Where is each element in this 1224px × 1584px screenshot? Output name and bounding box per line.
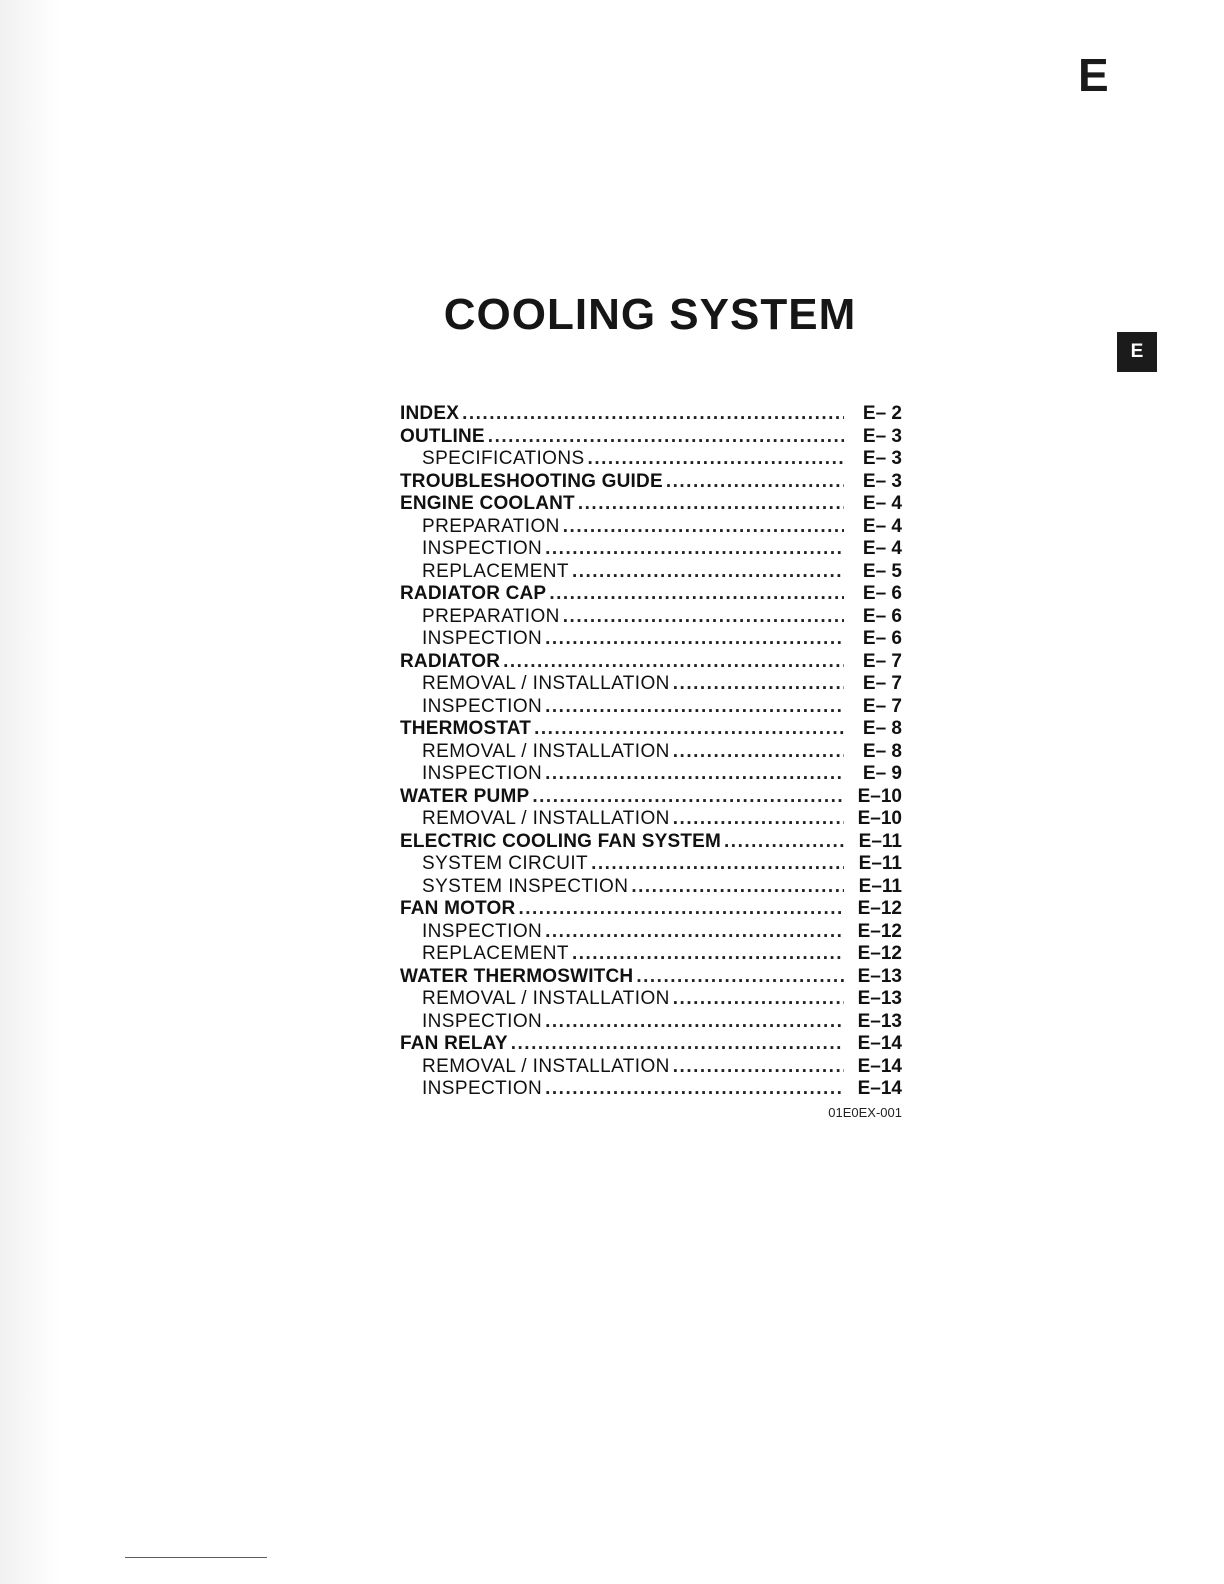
toc-entry-label: INDEX: [400, 403, 460, 424]
toc-entry-label: SYSTEM CIRCUIT: [422, 853, 589, 874]
toc-section-entry: [400, 786, 902, 809]
toc-leader-dots: [673, 1056, 844, 1079]
toc-leader-dots: [545, 628, 844, 651]
toc-entry-page: E– 7: [862, 650, 902, 672]
toc-entry-label: REMOVAL / INSTALLATION: [422, 1055, 670, 1077]
toc-entry-page: E–11: [858, 830, 902, 852]
toc-entry-page: E– 4: [862, 538, 902, 559]
toc-leader-dots: [488, 426, 844, 449]
toc-leader-dots: [572, 943, 844, 966]
toc-entry-label: RADIATOR: [400, 650, 501, 672]
toc-section-entry: [400, 718, 902, 741]
toc-leader-dots: [673, 741, 844, 764]
toc-subsection-entry: [400, 448, 902, 471]
toc-leader-dots: [666, 471, 844, 494]
toc-section-entry: [400, 1033, 902, 1056]
toc-subsection-entry: [400, 606, 902, 629]
toc-leader-dots: [724, 831, 844, 854]
toc-entry-page: E–11: [858, 875, 902, 897]
toc-entry-label: REMOVAL / INSTALLATION: [422, 988, 670, 1009]
toc-entry-page: E– 3: [862, 425, 902, 447]
toc-subsection-entry: [400, 921, 902, 944]
toc-entry-page: E– 4: [862, 515, 902, 537]
toc-entry-page: E– 7: [862, 695, 902, 717]
toc-entry-page: E– 6: [862, 628, 902, 649]
toc-entry-page: E–14: [857, 1078, 902, 1099]
toc-subsection-entry: [400, 741, 902, 764]
toc-leader-dots: [534, 718, 844, 741]
toc-entry-page: E– 3: [862, 448, 902, 469]
toc-subsection-entry: [400, 988, 902, 1011]
toc-section-entry: [400, 403, 902, 426]
toc-entry-label: WATER PUMP: [400, 785, 530, 807]
toc-leader-dots: [673, 808, 844, 831]
toc-entry-label: REPLACEMENT: [422, 943, 569, 964]
toc-entry-label: INSPECTION: [422, 628, 543, 649]
toc-subsection-entry: [400, 853, 902, 876]
toc-subsection-entry: [400, 538, 902, 561]
toc-entry-label: PREPARATION: [422, 515, 560, 537]
toc-section-entry: [400, 583, 902, 606]
toc-subsection-entry: [400, 763, 902, 786]
toc-entry-label: REMOVAL / INSTALLATION: [422, 740, 670, 762]
toc-entry-page: E– 7: [862, 673, 902, 694]
toc-entry-page: E– 6: [862, 605, 902, 627]
toc-section-entry: [400, 471, 902, 494]
toc-leader-dots: [673, 673, 844, 696]
toc-entry-label: THERMOSTAT: [400, 718, 532, 739]
toc-subsection-entry: [400, 808, 902, 831]
toc-section-entry: [400, 831, 902, 854]
toc-entry-label: PREPARATION: [422, 605, 560, 627]
toc-section-entry: [400, 966, 902, 989]
toc-subsection-entry: [400, 628, 902, 651]
toc-entry-page: E–12: [857, 943, 902, 964]
toc-leader-dots: [518, 898, 844, 921]
toc-entry-page: E–14: [857, 1033, 902, 1054]
toc-leader-dots: [545, 1011, 844, 1034]
toc-entry-page: E–13: [857, 1010, 902, 1032]
toc-section-entry: [400, 426, 902, 449]
toc-entry-page: E– 9: [862, 763, 902, 784]
toc-leader-dots: [532, 786, 844, 809]
toc-entry-label: ELECTRIC COOLING FAN SYSTEM: [400, 830, 722, 852]
page-edge-shadow: [0, 0, 60, 1584]
toc-leader-dots: [563, 606, 844, 629]
toc-entry-label: WATER THERMOSWITCH: [400, 965, 634, 987]
toc-leader-dots: [572, 561, 844, 584]
page-edge-right: [1158, 0, 1224, 1584]
toc-entry-page: E–10: [857, 808, 902, 829]
toc-entry-label: ENGINE COOLANT: [400, 493, 575, 514]
toc-entry-label: INSPECTION: [422, 1078, 543, 1099]
toc-leader-dots: [591, 853, 844, 876]
toc-subsection-entry: [400, 696, 902, 719]
toc-leader-dots: [578, 493, 844, 516]
footer-rule: [125, 1557, 267, 1558]
toc-leader-dots: [636, 966, 844, 989]
toc-entry-label: OUTLINE: [400, 425, 485, 447]
toc-subsection-entry: [400, 1011, 902, 1034]
toc-entry-page: E–12: [857, 898, 902, 919]
toc-entry-page: E– 3: [862, 470, 902, 492]
toc-entry-label: FAN MOTOR: [400, 898, 516, 919]
toc-subsection-entry: [400, 1078, 902, 1101]
toc-entry-page: E– 8: [862, 718, 902, 739]
toc-entry-label: FAN RELAY: [400, 1033, 508, 1054]
toc-leader-dots: [545, 763, 844, 786]
toc-subsection-entry: [400, 876, 902, 899]
toc-entry-label: TROUBLESHOOTING GUIDE: [400, 470, 663, 492]
toc-entry-page: E–11: [858, 853, 902, 874]
toc-entry-label: REMOVAL / INSTALLATION: [422, 808, 670, 829]
toc-leader-dots: [631, 876, 844, 899]
toc-entry-page: E– 4: [862, 493, 902, 514]
toc-leader-dots: [545, 921, 844, 944]
toc-entry-label: REMOVAL / INSTALLATION: [422, 673, 670, 694]
toc-entry-page: E– 2: [862, 403, 902, 424]
toc-subsection-entry: [400, 943, 902, 966]
toc-entry-page: E–13: [857, 988, 902, 1009]
toc-leader-dots: [503, 651, 844, 674]
toc-section-entry: [400, 493, 902, 516]
toc-entry-label: INSPECTION: [422, 538, 543, 559]
table-of-contents: [400, 403, 902, 1101]
toc-entry-page: E–13: [857, 965, 902, 987]
toc-entry-page: E–12: [857, 920, 902, 942]
toc-leader-dots: [549, 583, 844, 606]
section-letter: E: [1078, 49, 1109, 101]
document-code: 01E0EX-001: [828, 1105, 902, 1120]
toc-leader-dots: [588, 448, 844, 471]
toc-entry-page: E– 8: [862, 740, 902, 762]
toc-entry-label: INSPECTION: [422, 695, 543, 717]
toc-section-entry: [400, 898, 902, 921]
toc-subsection-entry: [400, 673, 902, 696]
toc-entry-label: REPLACEMENT: [422, 560, 569, 582]
toc-entry-label: SPECIFICATIONS: [422, 448, 585, 469]
toc-entry-page: E–14: [857, 1055, 902, 1077]
toc-leader-dots: [511, 1033, 844, 1056]
toc-entry-label: INSPECTION: [422, 920, 543, 942]
toc-entry-page: E– 5: [862, 560, 902, 582]
toc-entry-label: INSPECTION: [422, 1010, 543, 1032]
toc-subsection-entry: [400, 1056, 902, 1079]
toc-leader-dots: [563, 516, 844, 539]
toc-entry-label: RADIATOR CAP: [400, 583, 547, 604]
toc-leader-dots: [545, 696, 844, 719]
toc-subsection-entry: [400, 561, 902, 584]
toc-leader-dots: [545, 538, 844, 561]
section-tab-label: E: [1130, 341, 1144, 362]
toc-leader-dots: [545, 1078, 844, 1101]
toc-leader-dots: [673, 988, 844, 1011]
toc-entry-page: E–10: [857, 785, 902, 807]
toc-subsection-entry: [400, 516, 902, 539]
toc-leader-dots: [462, 403, 844, 426]
toc-entry-label: INSPECTION: [422, 763, 543, 784]
page-title: COOLING SYSTEM: [443, 290, 857, 339]
toc-section-entry: [400, 651, 902, 674]
toc-entry-page: E– 6: [862, 583, 902, 604]
toc-entry-label: SYSTEM INSPECTION: [422, 875, 629, 897]
